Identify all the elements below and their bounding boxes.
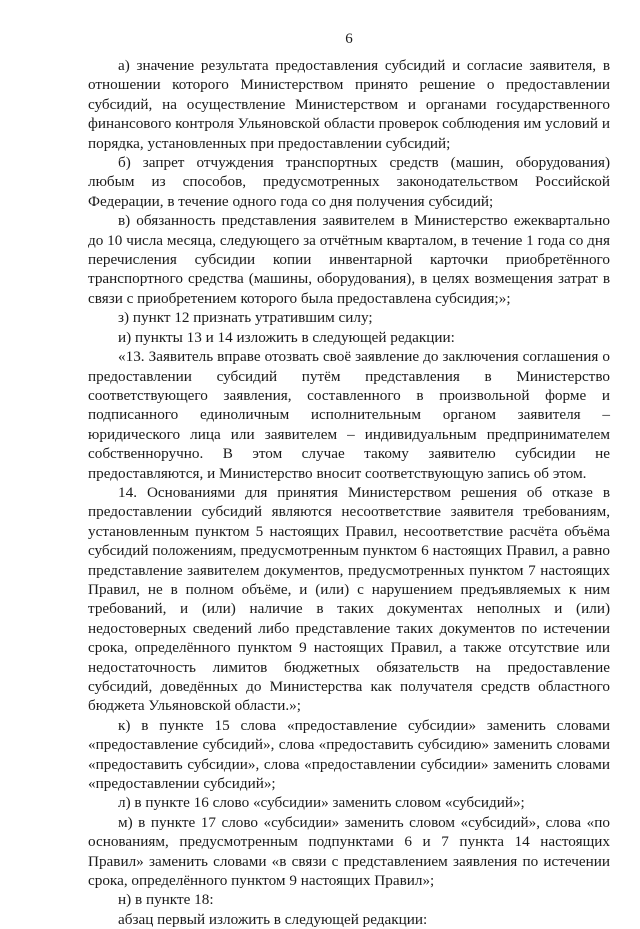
paragraph-item-13: «13. Заявитель вправе отозвать своё заявление до заключения соглашения о предоставлении субсидий путём представления в Министерство соответствующего заявления, составленного в произвольной форме и подписанного единоличным исполнительным органом заявителя – юридического лица или заявителем – индивидуальным предпринимателем собственноручно. В этом случае такому заявителю субсидии не предоставляются, и Министерство вносит соответствующую запись об этом. bbox=[88, 348, 610, 482]
paragraph-m: м) в пункте 17 слово «субсидии» заменить словом «субсидий», слова «по основаниям, предусмотренным подпунктами 6 и 7 пункта 14 настоящих Правил» заменить словами «в связи с представлением заявления по истечении срока, определённого пунктом 9 настоящих Правил»; bbox=[88, 813, 610, 890]
paragraph-item-14: 14. Основаниями для принятия Министерством решения об отказе в предоставлении субсидий являются несоответствие заявителя требованиям, установленным пунктом 5 настоящих Правил, несоответствие расчёта объёма субсидий положениям, предусмотренным пунктом 6 настоящих Правил, а равно представление заявителем документов, предусмотренных пунктом 7 настоящих Правил, не в полном объёме, и (или) с нарушением предъявляемых к ним требований, и (или) наличие в таких документах неполных и (или) недостоверных сведений либо представление таких документов по истечении срока, определённого пунктом 9 настоящих Правил, а также отсутствие или недостаточность лимитов бюджетных обязательств на предоставление субсидий, доведённых до Министерства как получателя средств областного бюджета Ульяновской области.»; bbox=[88, 483, 610, 715]
paragraph-abzac: абзац первый изложить в следующей редакции: bbox=[118, 910, 428, 928]
paragraph-l: л) в пункте 16 слово «субсидии» заменить словом «субсидий»; bbox=[118, 794, 525, 812]
paragraph-a: а) значение результата предоставления субсидий и согласие заявителя, в отношении которого Министерством принято решение о предоставлении субсидий, на осуществление Министерством и органами государственного финансового контроля Ульяновской области проверок соблюдения им условий и порядка, установленных при предоставлении субсидий; bbox=[88, 57, 610, 152]
paragraph-v: в) обязанность представления заявителем в Министерство ежеквартально до 10 числа месяца, следующего за отчётным кварталом, в течение 1 года со дня перечисления субсидии копии инвентарной карточки приобретённого транспортного средства (машины, оборудования), в целях возмещения затрат в связи с приобретением которого была предоставлена субсидия;»; bbox=[88, 212, 610, 307]
paragraph-b: б) запрет отчуждения транспортных средств (машин, оборудования) любым из способов, предусмотренных законодательством Российской Федерации, в течение одного года со дня получения субсидий; bbox=[88, 154, 610, 210]
paragraph-k: к) в пункте 15 слова «предоставление субсидии» заменить словами «предоставление субсидий», слова «предоставить субсидию» заменить словами «предоставить субсидии», слова «предоставлении субсидии» заменить словами «предоставлении субсидий»; bbox=[88, 716, 610, 793]
paragraph-i: и) пункты 13 и 14 изложить в следующей редакции: bbox=[118, 328, 455, 346]
paragraph-z: з) пункт 12 признать утратившим силу; bbox=[118, 309, 373, 327]
paragraph-n: н) в пункте 18: bbox=[118, 891, 214, 909]
page-number: 6 bbox=[345, 31, 353, 47]
